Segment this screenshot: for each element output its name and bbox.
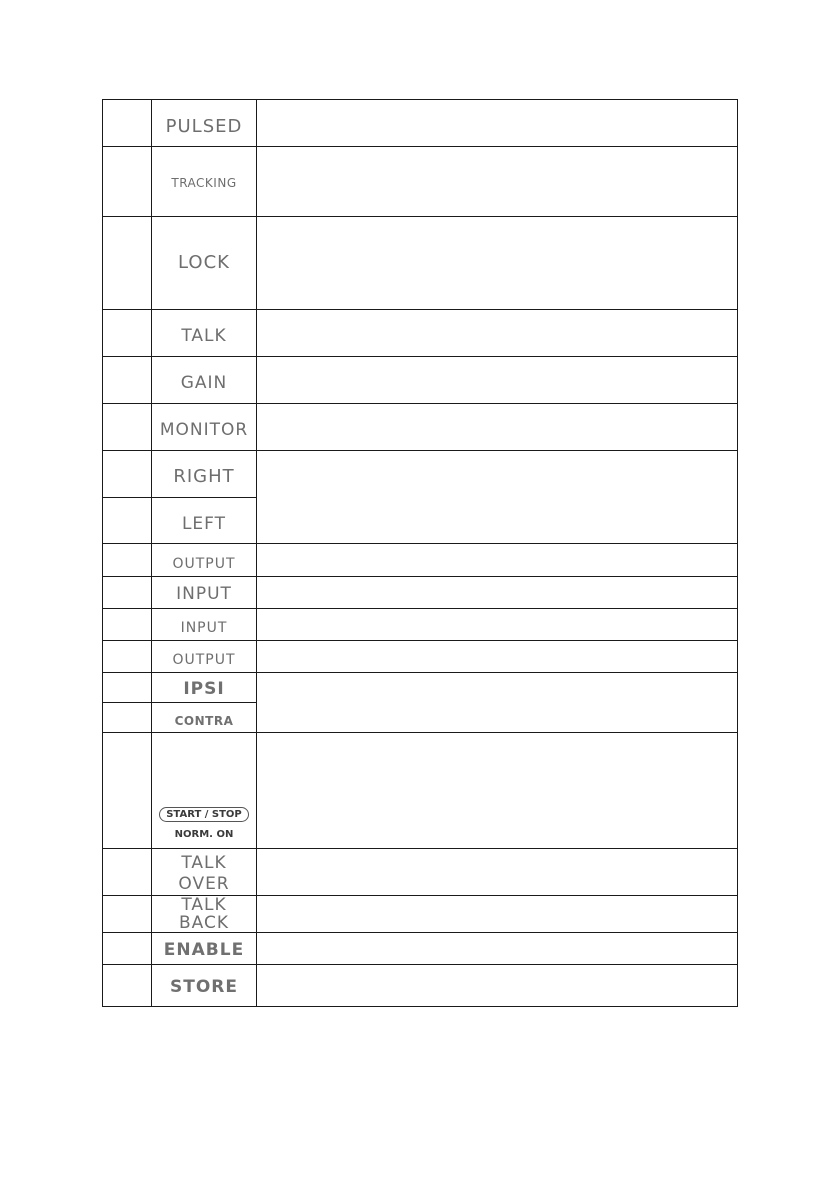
description-cell: [257, 147, 738, 217]
description-cell: [257, 544, 738, 577]
key-label: OUTPUT: [172, 652, 236, 668]
key-label: TRACKING: [171, 176, 237, 190]
description-cell: [257, 933, 738, 965]
row-number-cell: [103, 310, 152, 357]
key-label: INPUT: [180, 620, 228, 636]
table-row: [103, 544, 738, 577]
row-number-cell: [103, 357, 152, 404]
row-number-cell: [103, 733, 152, 849]
description-cell: [257, 965, 738, 1007]
key-label-cell: [152, 357, 257, 404]
key-label: CONTRA: [174, 714, 234, 728]
description-cell: [257, 100, 738, 147]
key-label: RIGHT: [173, 465, 235, 487]
description-cell: [257, 641, 738, 673]
key-label: OUTPUT: [172, 555, 236, 572]
description-cell: [257, 609, 738, 641]
table-row: [103, 451, 738, 498]
key-label-cell: [152, 733, 257, 849]
key-label-cell: [152, 673, 257, 703]
table-row: [103, 609, 738, 641]
row-number-cell: [103, 896, 152, 933]
key-label: IPSI: [183, 679, 225, 699]
description-cell: [257, 217, 738, 310]
table-row: [103, 733, 738, 849]
key-label-cell: [152, 609, 257, 641]
description-cell: [257, 357, 738, 404]
key-label: MONITOR: [159, 419, 249, 440]
table-row: [103, 673, 738, 703]
table-row: [103, 310, 738, 357]
row-number-cell: [103, 577, 152, 609]
description-cell: [257, 451, 738, 544]
description-cell: [257, 577, 738, 609]
row-number-cell: [103, 217, 152, 310]
key-label: GAIN: [180, 372, 228, 393]
row-number-cell: [103, 849, 152, 896]
row-number-cell: [103, 147, 152, 217]
key-label-cell: [152, 217, 257, 310]
key-label-cell: [152, 310, 257, 357]
row-number-cell: [103, 965, 152, 1007]
key-label-cell: [152, 703, 257, 733]
description-cell: [257, 896, 738, 933]
key-label-cell: [152, 147, 257, 217]
row-number-cell: [103, 609, 152, 641]
table-row: [103, 641, 738, 673]
row-number-cell: [103, 933, 152, 965]
key-label: LEFT: [181, 514, 227, 534]
table-row: [103, 965, 738, 1007]
key-function-table: [102, 99, 738, 1007]
key-label-cell: [152, 965, 257, 1007]
key-label: STORE: [170, 977, 238, 997]
key-label-cell: [152, 544, 257, 577]
key-label: ENABLE: [163, 940, 245, 960]
row-number-cell: [103, 673, 152, 703]
key-label-line: TALK: [181, 853, 227, 873]
table-row: [103, 100, 738, 147]
key-label-line: BACK: [178, 913, 229, 933]
description-cell: [257, 849, 738, 896]
key-label-cell: [152, 404, 257, 451]
key-label-cell: [152, 641, 257, 673]
key-label-cell: [152, 100, 257, 147]
key-label: INPUT: [176, 584, 232, 604]
row-number-cell: [103, 641, 152, 673]
table-row: [103, 577, 738, 609]
row-number-cell: [103, 498, 152, 544]
key-label-cell: [152, 849, 257, 896]
key-label: LOCK: [178, 251, 230, 273]
key-label-cell: [152, 498, 257, 544]
key-label-line: TALK: [181, 895, 227, 915]
description-cell: [257, 733, 738, 849]
table-row: [103, 933, 738, 965]
key-label-cell: [152, 577, 257, 609]
row-number-cell: [103, 451, 152, 498]
description-cell: [257, 404, 738, 451]
key-label: PULSED: [165, 115, 243, 137]
key-label-line: OVER: [178, 874, 230, 894]
start-stop-key-label: START / STOP: [159, 807, 249, 822]
description-cell: [257, 673, 738, 733]
table-row: [103, 849, 738, 896]
description-cell: [257, 310, 738, 357]
key-label: TALK: [181, 325, 227, 346]
row-number-cell: [103, 544, 152, 577]
row-number-cell: [103, 100, 152, 147]
norm-on-label: NORM. ON: [174, 828, 234, 840]
row-number-cell: [103, 404, 152, 451]
table-row: [103, 147, 738, 217]
key-label-cell: [152, 896, 257, 933]
key-label-cell: [152, 451, 257, 498]
table-row: [103, 896, 738, 933]
table-row: [103, 357, 738, 404]
table-row: [103, 404, 738, 451]
key-label-cell: [152, 933, 257, 965]
table-row: [103, 217, 738, 310]
row-number-cell: [103, 703, 152, 733]
